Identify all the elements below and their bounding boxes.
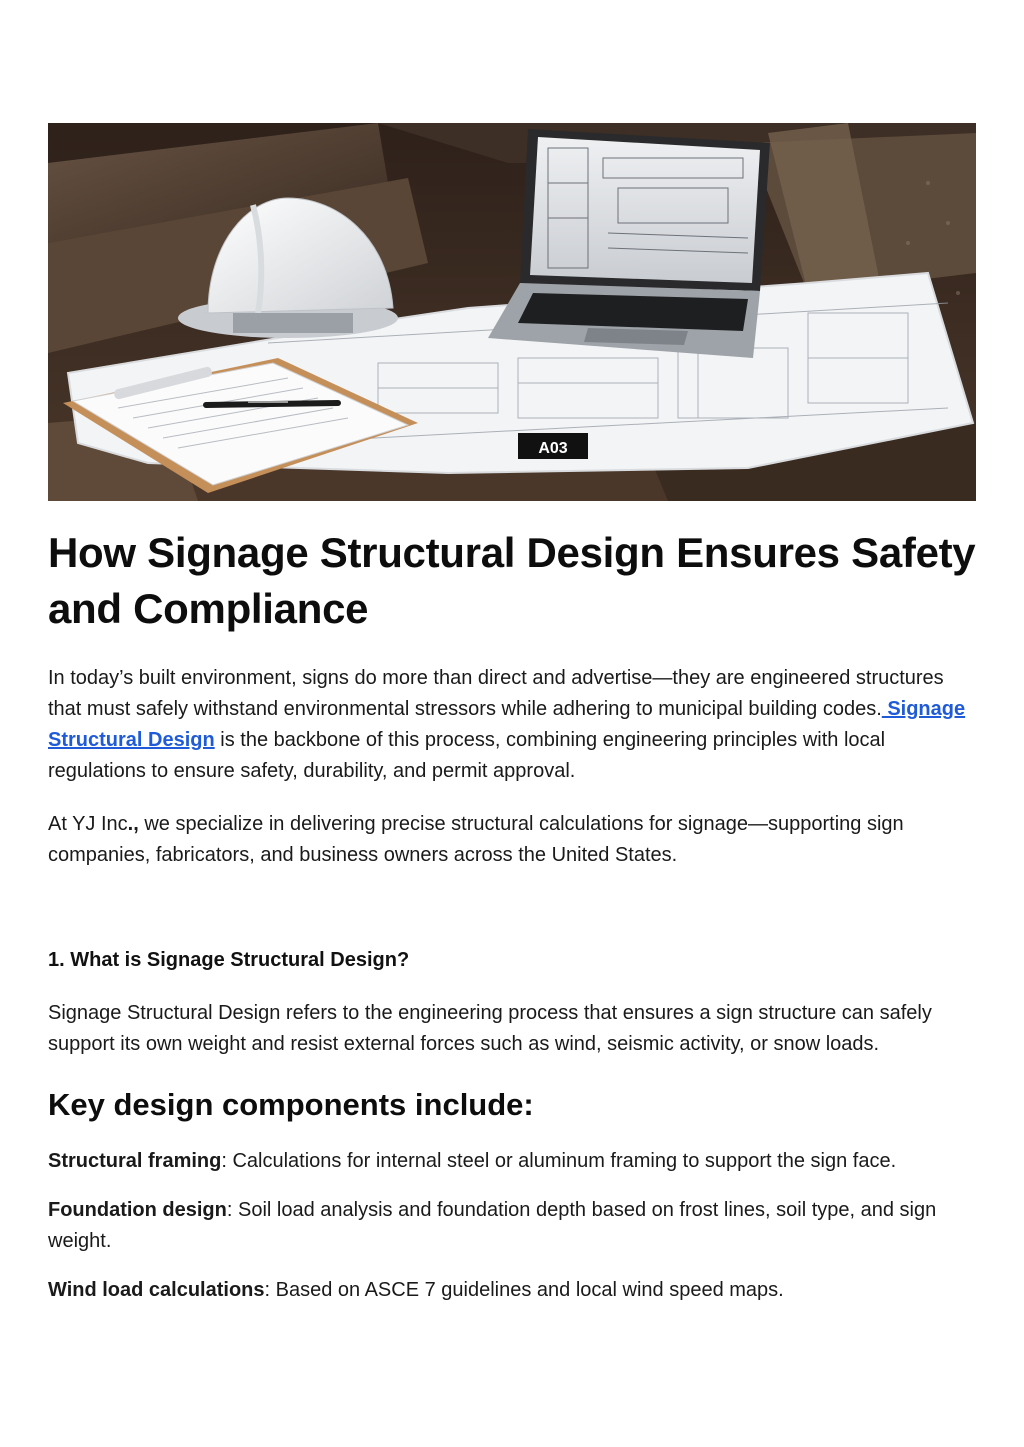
section-heading-what-is: 1. What is Signage Structural Design? [48,949,410,971]
components-heading: Key design components include: [48,1087,534,1122]
component-term: Foundation design [48,1199,227,1221]
component-desc: : Soil load analysis and foundation depth based on frost lines, soil type, and sign weight. [48,1199,937,1252]
definition-paragraph: Signage Structural Design refers to the engineering process that ensures a sign structure can safely support its own weight and resist external forces such as wind, seismic activity, or snow loads. [48,1002,932,1055]
signage-structural-design-link[interactable]: Signage Structural Design [48,698,966,751]
component-item [48,1146,976,1177]
hero-illustration [48,123,976,501]
intro-paragraph [48,663,976,787]
company-text-after: we specialize in delivering precise structural calculations for signage—supporting sign companies, fabricators, and business owners across the United States. [48,813,904,866]
intro-text-before: In today’s built environment, signs do more than direct and advertise—they are engineered structures that must safely withstand environmental stressors while adhering to municipal building codes. [48,667,944,720]
hero-image [48,123,976,501]
company-paragraph [48,809,976,871]
component-item [48,1195,976,1257]
component-item [48,1275,976,1306]
intro-text-after: is the backbone of this process, combining engineering principles with local regulations to ensure safety, durability, and permit approval. [48,729,886,782]
component-desc: : Calculations for internal steel or aluminum framing to support the sign face. [221,1150,897,1172]
component-desc: : Based on ASCE 7 guidelines and local wind speed maps. [264,1279,784,1301]
component-term: Wind load calculations [48,1279,265,1301]
sheet-label: A03 [538,440,568,457]
article [48,123,976,1306]
company-text-bold: ., [127,813,139,835]
page-title: How Signage Structural Design Ensures Safety and Compliance [48,529,976,632]
company-text-before: At YJ Inc [48,813,128,835]
component-term: Structural framing [48,1150,222,1172]
